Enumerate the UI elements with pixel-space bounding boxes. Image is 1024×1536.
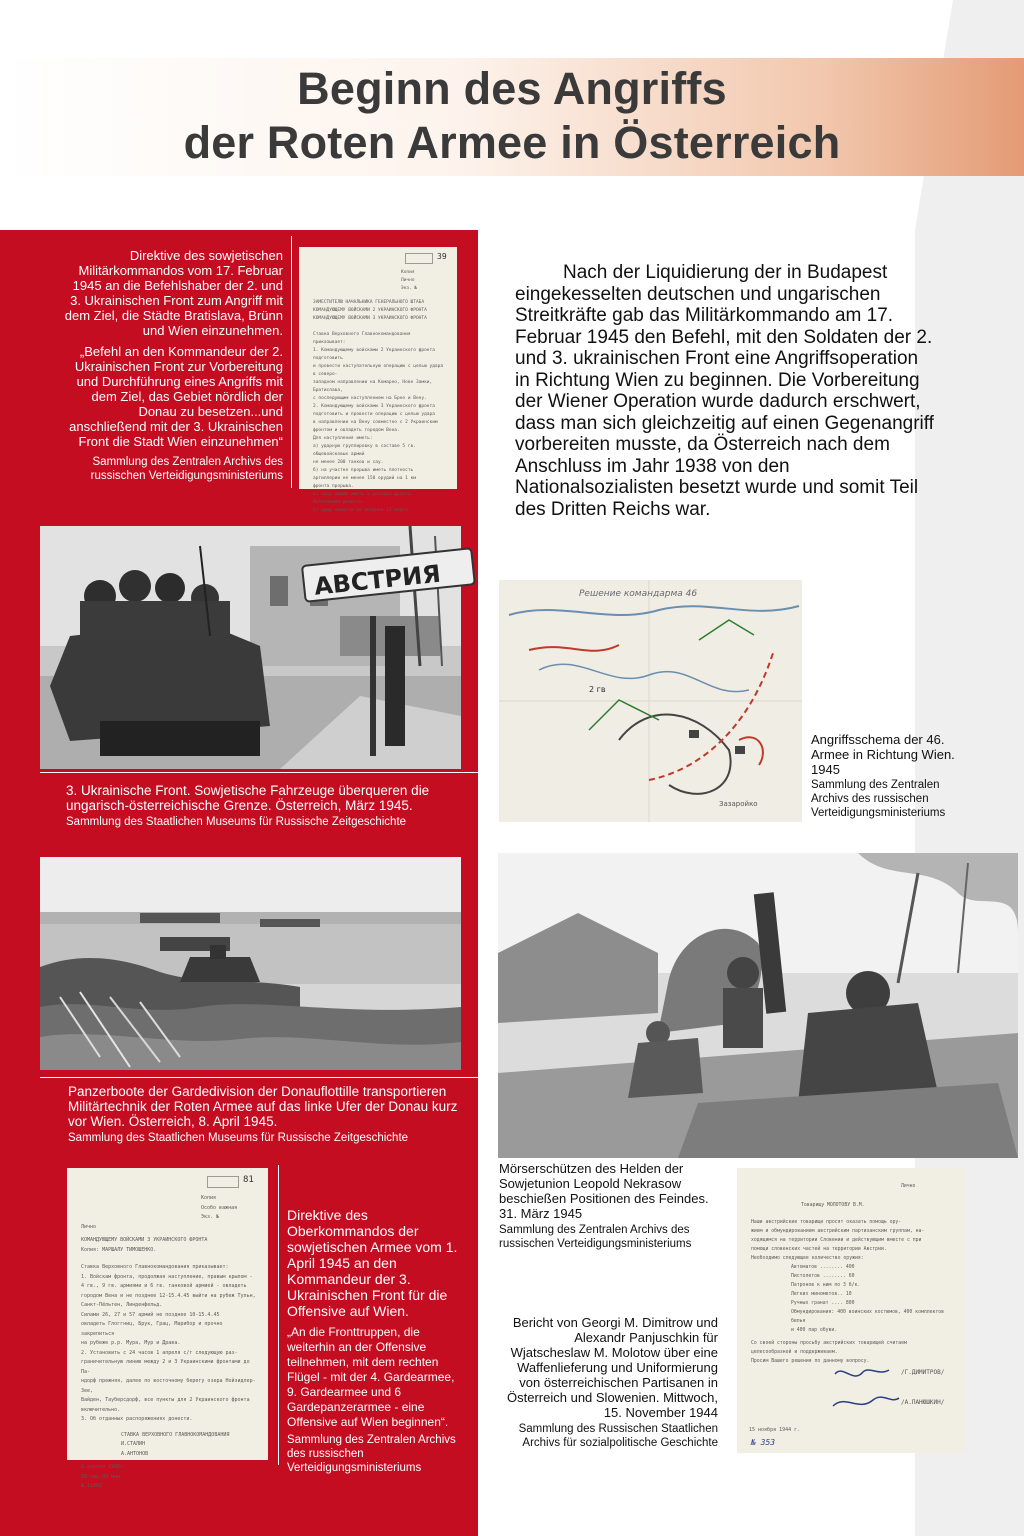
divider-vertical-1 <box>291 236 292 488</box>
caption-directive-apr-text: Direktive des Oberkommandos der sowjetischen Armee vom 1. April 1945 an den Kommandeur der 3. Ukrainischen Front für die Offensive auf Wien. <box>287 1207 458 1319</box>
border-crossing-photo <box>40 526 461 769</box>
caption-border-crossing-source: Sammlung des Staatlichen Museums für Russische Zeitgeschichte <box>66 816 407 828</box>
offensive-directive-document: 81 Копия Особо важная Экз. № Лично КОМАНДУЮЩЕМУ ВОЙСКАМИ 3 УКРАИНСКОГО ФРОНТА Копия: МАРШАЛУ ТИМОШЕНКО. Ставка Верховного Главнокомандования приказывает: 1. Войскам фронта, продолжая наступление, правым крылом - 4 гв., 9 гв. армиями и 6 гв. танковой армией - овладеть городом Вена и не позднее 12-15.4.45 выйти на рубеж Тульн, Санкт-Пёльтен, Линденфельд. Силами 26, 27 и 57 армий не позднее 10-15.4.45 овладеть Глоггниц, Брук, Грац, Марибор и прочно закрепиться на рубеже р.р. Мура, Мур и Драва. 2. Установить с 24 часов 1 апреля с/г следующую раз- граничительную линию между 2 и 3 Украинскими фронтами до Па- ндорф прежняя, далее по восточному берегу озера Нойзидлер-Зее, Вайден, Тауберсдорф, все пункты для 2 Украинского фронта включительно. 3. Об отданных распоряжениях донести. СТАВКА ВЕРХОВНОГО ГЛАВНОКОМАНДОВАНИЯ И.СТАЛИН А.АНТОНОВ 1 апреля 1945г. 20 час.00 мин. № 11062 <box>67 1168 268 1460</box>
caption-danube-source: Sammlung des Staatlichen Museums für Russische Zeitgeschichte <box>68 1132 409 1144</box>
caption-directive-apr-source: Sammlung des Zentralen Archivs des russischen Verteidigungsministeriums <box>287 1434 456 1474</box>
page-title <box>0 62 1024 170</box>
report-document-image: Лично Товарищу МОЛОТОВУ В.М. Наши австрийские товарищи просят оказать помощь ору- жием и обмундированием австрийским партизанским группам, на- ходящимся на территории Словении и действующим вместе с при помощи словенских частей на территории Австрии. Необходимо следующее количество оружия: Автоматов ........ 400 Пистолетов ........ 60 Патронов к ним по 3 б/к. Легких минометов.. 10 Ручных гранат .... 800 Обмундирования: 400 воинских костюмов, 400 комплектов белья и 400 пар обуви. Со своей стороны просьбу австрийских товарищей считаем целесообразной и поддерживаем. Просим Вашего решения по данному вопросу. /Г.ДИМИТРОВ/ /А.ПАНЮШКИН/ 15 ноября 1944 г. № 353 <box>737 1168 966 1453</box>
caption-map-text: Angriffsschema der 46. Armee in Richtung Wien. 1945 <box>811 732 955 777</box>
caption-directive-feb-source: Sammlung des Zentralen Archivs des russischen Verteidigungsministeriums <box>90 456 283 482</box>
caption-danube <box>68 1084 478 1145</box>
caption-map-source: Sammlung des Zentralen Archivs des russischen Verteidigungsministeriums <box>811 779 946 819</box>
svg-text:/А.ПАНЮШКИН/: /А.ПАНЮШКИН/ <box>901 1399 945 1406</box>
svg-text:/Г.ДИМИТРОВ/: /Г.ДИМИТРОВ/ <box>901 1369 945 1376</box>
danube-boats-photo <box>40 857 461 1070</box>
divider-horizontal-2 <box>40 1077 478 1078</box>
divider-horizontal-1 <box>40 772 478 773</box>
divider-vertical-2 <box>278 1165 279 1465</box>
caption-map <box>811 732 961 820</box>
caption-report <box>500 1315 718 1450</box>
caption-border-crossing <box>66 783 466 829</box>
caption-directive-feb-text: Direktive des sowjetischen Militärkommandos vom 17. Februar 1945 an die Befehlshaber der 2. und 3. Ukrainischen Front zum Angriff mit dem Ziel, die Städte Bratislava, Brünn und Wien einzunehmen. <box>64 248 283 338</box>
document-2-page-number: 81 <box>243 1175 254 1185</box>
attack-map-image <box>499 580 802 822</box>
document-page-number: 39 <box>437 252 447 261</box>
svg-text:2 гв: 2 гв <box>589 685 606 694</box>
svg-text:Решение командарма 46: Решение командарма 46 <box>579 589 698 599</box>
intro-text: Nach der Liquidierung der in Budapest eingekesselten deutschen und ungarischen Streitkräfte gab das Militärkommando am 17. Februar 1945 den Befehl, mit den Soldaten der 2. und 3. ukrainischen Front eine Angriffsoperation in Richtung Wien zu beginnen. Die Vorbereitung der Wiener Operation wurde dadurch erschwert, dass man sich gleichzeitig auf einen Gegenangriff vorbereiten musste, da Österreich nach dem Anschluss im Jahr 1938 von den Nationalsozialisten besetzt wurde und somit Teil des Dritten Reichs war. <box>515 262 934 520</box>
caption-mortar-text: Mörserschützen des Helden der Sowjetunion Leopold Nekrasow beschießen Positionen des Feindes. 31. März 1945 <box>499 1161 709 1221</box>
title-line-2: der Roten Armee in Österreich <box>183 117 841 168</box>
mortar-crew-photo <box>498 853 1018 1158</box>
caption-mortar <box>499 1161 709 1251</box>
caption-border-crossing-text: 3. Ukrainische Front. Sowjetische Fahrzeuge überqueren die ungarisch-österreichische Grenze. Österreich, März 1945. <box>66 783 430 813</box>
caption-danube-text: Panzerboote der Gardedivision der Donauflottille transportieren Militärtechnik der Roten Armee auf das linke Ufer der Donau kurz vor Wien. Österreich, 8. April 1945. <box>68 1084 458 1129</box>
caption-report-source: Sammlung des Russischen Staatlichen Archivs für sozialpolitische Geschichte <box>518 1423 718 1449</box>
svg-text:Зазаройко: Зазаройко <box>719 800 758 808</box>
caption-mortar-source: Sammlung des Zentralen Archivs des russischen Verteidigungsministeriums <box>499 1224 692 1250</box>
caption-directive-feb-quote: „Befehl an den Kommandeur der 2. Ukrainischen Front zur Vorbereitung und Durchführung eines Angriffs mit dem Ziel, das Gebiet nördlich der Donau zu besetzen...und anschließend mit der 3. Ukrainischen Front die Stadt Wien einzunehmen“ <box>69 344 283 449</box>
caption-directive-apr <box>287 1207 467 1475</box>
caption-directive-feb <box>60 248 283 489</box>
caption-directive-apr-quote: „An die Fronttruppen, die weiterhin an der Offensive teilnehmen, mit dem rechten Flügel - mit der 4. Gardearmee, 9. Gardearmee und 6 Gardepanzerarmee - eine Offensive auf Wien beginnen“. <box>287 1325 455 1429</box>
sign-text: АВСТРИЯ <box>312 559 443 601</box>
report-document-date: 15 ноября 1944 г. <box>749 1427 801 1433</box>
title-line-1: Beginn des Angriffs <box>297 63 727 114</box>
directive-document-image: 39 Копия Лично Экз. № ЗАМЕСТИТЕЛЮ НАЧАЛЬНИКА ГЕНЕРАЛЬНОГО ШТАБА КОМАНДУЮЩЕМУ ВОЙСКАМИ 2 УКРАИНСКОГО ФРОНТА КОМАНДУЮЩЕМУ ВОЙСКАМИ 3 УКРАИНСКОГО ФРОНТА Ставка Верховного Главнокомандования приказывает: 1. Командующему войсками 2 Украинского фронта подготовить и провести наступательную операцию с целью удара в северо- западном направлении на Комарно, Нове Замки, Братислава, с последующим наступлением на Брно и Вену. 2. Командующему войсками 3 Украинского фронта подготовить и провести операцию с целью удара в направлении на Вену совместно с 2 Украинским фронтом и овладеть городом Вена. Для наступления иметь: а) ударную группировку в составе 5 гв. общевойсковых армий не менее 200 танков и сау. б) на участке прорыва иметь плотность артиллерии не менее 150 орудий на 1 км фронта прорыва. в) одну армию иметь в резерве фронта. Исполнение донести. 4) удар нанести не позднее 15 марта. <box>299 247 457 489</box>
caption-report-text: Bericht von Georgi M. Dimitrow und Alexandr Panjuschkin für Wjatscheslaw M. Molotow über eine Waffenlieferung und Uniformierung von österreichischen Partisanen in Österreich und Slowenien. Mittwoch, 15. November 1944 <box>507 1315 718 1420</box>
